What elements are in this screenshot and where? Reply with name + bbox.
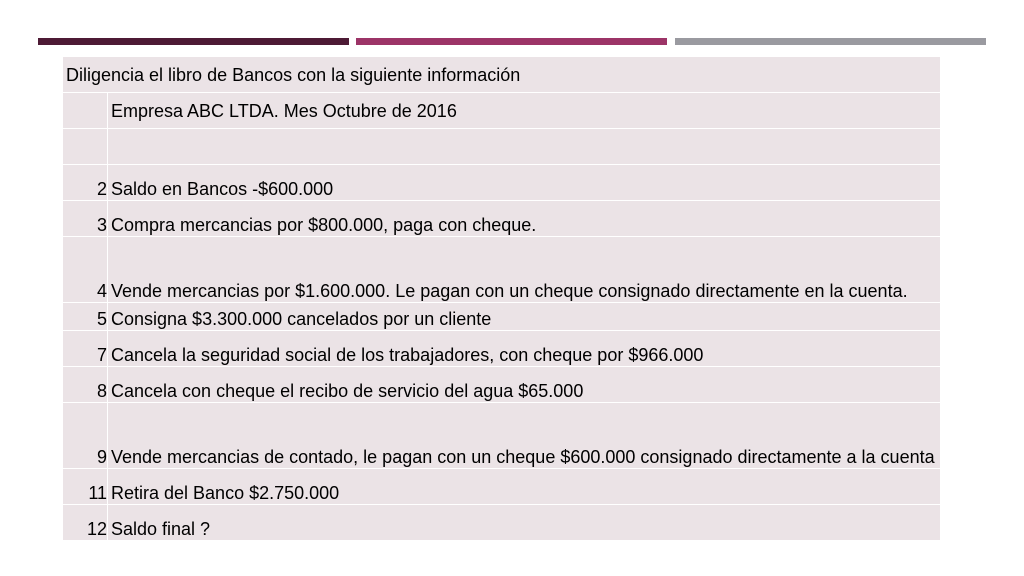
day-number: 4 [63, 237, 108, 303]
day-number: 8 [63, 367, 108, 403]
table-row [63, 403, 941, 469]
day-number: 12 [63, 505, 108, 541]
day-number: 7 [63, 331, 108, 367]
bank-book-table [62, 56, 941, 541]
transaction-text: Retira del Banco $2.750.000 [108, 469, 941, 505]
table-row [63, 469, 941, 505]
table-row [63, 201, 941, 237]
transaction-text: Vende mercancias por $1.600.000. Le pagan con un cheque consignado directamente en la cuenta. [108, 237, 941, 303]
transaction-text: Saldo final ? [108, 505, 941, 541]
transaction-text: Saldo en Bancos -$600.000 [108, 165, 941, 201]
table-row [63, 367, 941, 403]
transaction-text: Compra mercancias por $800.000, paga con cheque. [108, 201, 941, 237]
transaction-text: Consigna $3.300.000 cancelados por un cliente [108, 303, 941, 331]
table-row-company [63, 93, 941, 129]
instruction-title: Diligencia el libro de Bancos con la siguiente información [63, 57, 941, 93]
transaction-text: Cancela con cheque el recibo de servicio del agua $65.000 [108, 367, 941, 403]
day-number: 9 [63, 403, 108, 469]
transaction-text: Cancela la seguridad social de los trabajadores, con cheque por $966.000 [108, 331, 941, 367]
company-heading: Empresa ABC LTDA. Mes Octubre de 2016 [108, 93, 941, 129]
accent-bar-magenta [356, 38, 667, 45]
transaction-text: Vende mercancias de contado, le pagan con un cheque $600.000 consignado directamente a la cuenta [108, 403, 941, 469]
table-row [63, 303, 941, 331]
table-row [63, 237, 941, 303]
day-number: 11 [63, 469, 108, 505]
accent-bar-gray [675, 38, 986, 45]
empty-cell [63, 129, 108, 165]
empty-cell [108, 129, 941, 165]
day-number: 3 [63, 201, 108, 237]
table-row [63, 505, 941, 541]
table-row [63, 165, 941, 201]
day-number: 5 [63, 303, 108, 331]
table-row-blank [63, 129, 941, 165]
table-row [63, 331, 941, 367]
empty-cell [63, 93, 108, 129]
day-number: 2 [63, 165, 108, 201]
table-row-title [63, 57, 941, 93]
accent-bar-dark [38, 38, 349, 45]
